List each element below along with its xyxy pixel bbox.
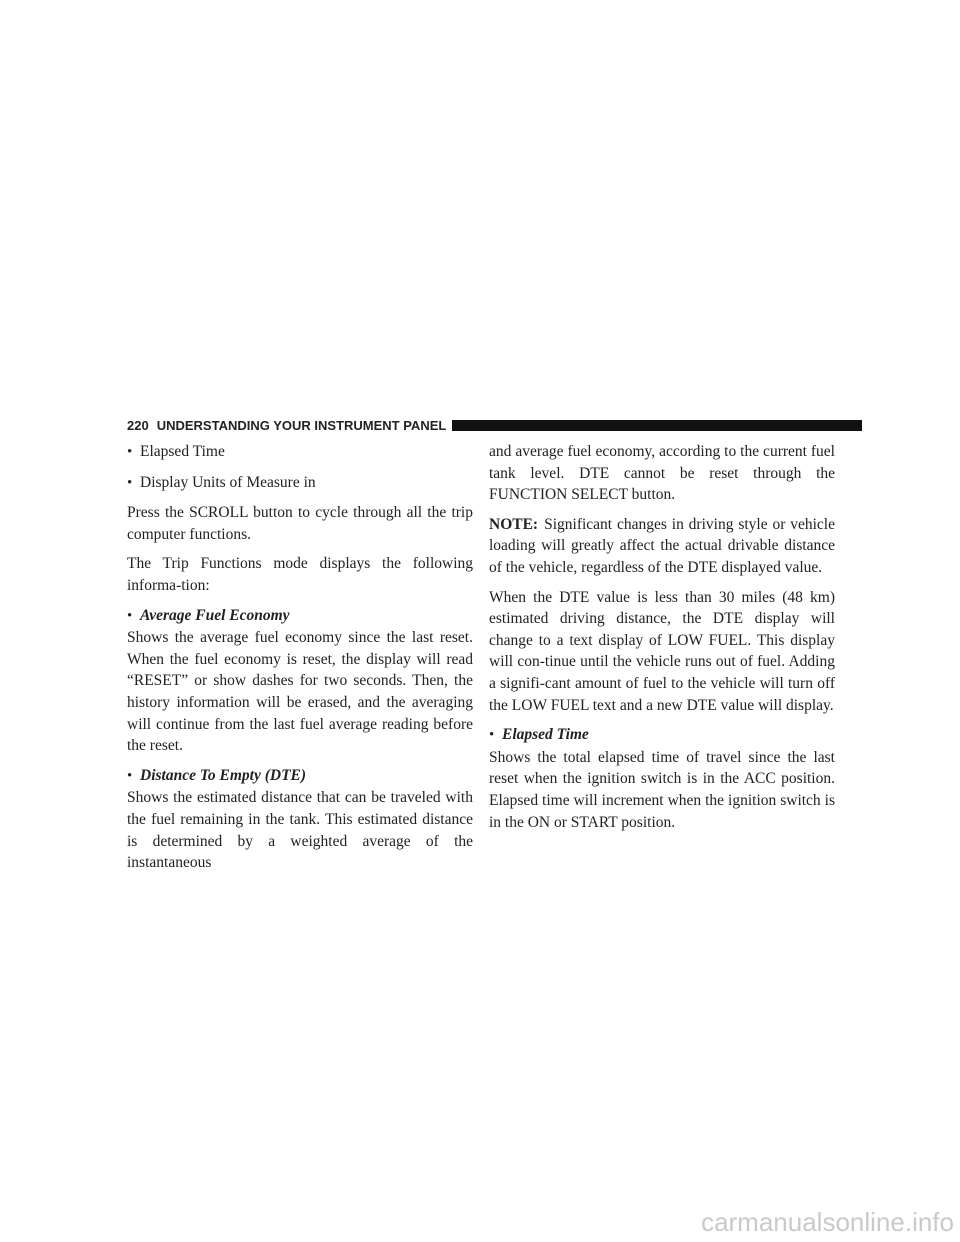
note-label: NOTE: <box>489 515 539 533</box>
subheading <box>489 724 835 747</box>
subheading <box>127 605 473 628</box>
bullet-icon: • <box>127 607 133 624</box>
paragraph: Shows the estimated distance that can be traveled with the fuel remaining in the tank. This estimated distance is determined by a weighted average of the instantaneous <box>127 789 473 872</box>
note <box>489 514 835 579</box>
bullet-text: Elapsed Time <box>140 443 225 460</box>
left-column <box>127 441 473 874</box>
bullet-icon: • <box>127 444 133 460</box>
watermark: carmanualsonline.info <box>701 1207 954 1237</box>
page-number: 220 <box>127 418 149 433</box>
paragraph: and average fuel economy, according to the current fuel tank level. DTE cannot be reset through the FUNCTION SELECT button. <box>489 443 835 504</box>
bullet-item <box>127 472 473 495</box>
paragraph: When the DTE value is less than 30 miles (48 km) estimated driving distance, the DTE display will change to a text display of LOW FUEL. This display will con-tinue until the vehicle runs out of fuel. Adding a signifi-cant amount of fuel to the vehicle will turn off the LOW FUEL text and a new DTE value will display. <box>489 588 835 714</box>
section-title: UNDERSTANDING YOUR INSTRUMENT PANEL <box>156 418 447 433</box>
header-text <box>127 418 452 434</box>
bullet-icon: • <box>489 727 495 744</box>
subheading-text: Distance To Empty (DTE) <box>140 766 307 784</box>
subheading-text: Average Fuel Economy <box>140 606 290 624</box>
paragraph: Press the SCROLL button to cycle through all the trip computer functions. <box>127 504 473 543</box>
bullet-text: Display Units of Measure in <box>140 473 316 491</box>
paragraph: Shows the average fuel economy since the last reset. When the fuel economy is reset, the display will read “RESET” or show dashes for two seconds. Then, the history information will be erased, and the averaging will continue from the last fuel average reading before the reset. <box>127 629 473 755</box>
bullet-icon: • <box>127 767 133 784</box>
page-header <box>127 418 862 434</box>
bullet-item <box>127 441 473 464</box>
paragraph: Shows the total elapsed time of travel since the last reset when the ignition switch is in the ACC position. Elapsed time will increment when the ignition switch is in the ON or START position. <box>489 748 835 831</box>
note-text: Significant changes in driving style or vehicle loading will greatly affect the actual drivable distance of the vehicle, regardless of the DTE displayed value. <box>489 515 835 576</box>
bullet-icon: • <box>127 474 133 491</box>
right-column <box>489 441 835 841</box>
subheading-text: Elapsed Time <box>502 726 589 744</box>
paragraph: The Trip Functions mode displays the following informa-tion: <box>127 555 473 594</box>
subheading <box>127 765 473 788</box>
